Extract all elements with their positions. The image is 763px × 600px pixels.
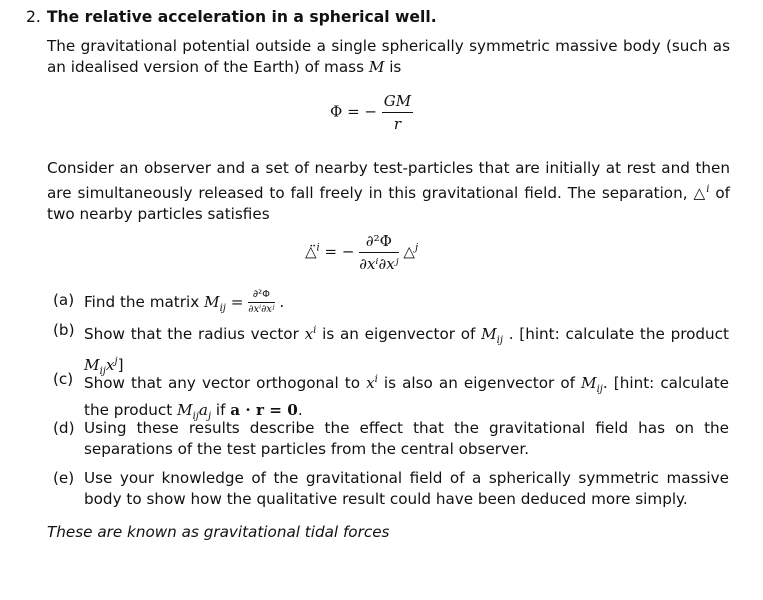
delta-superscript: i (706, 184, 710, 195)
separation-fraction (359, 232, 398, 273)
mass-symbol: M (368, 58, 385, 76)
potential-lhs: Φ (330, 102, 343, 121)
part-a-matrix: M (204, 293, 220, 311)
part-e-label: (e) (53, 469, 75, 487)
part-b-product-M: M (84, 356, 100, 375)
problem-number: 2. (26, 8, 41, 26)
potential-numerator: GM (382, 92, 413, 113)
part-c-if: if (211, 401, 231, 420)
part-a-tail: . (274, 293, 285, 311)
part-b-product-x: x (105, 356, 115, 375)
part-b-product-sup: j (114, 356, 118, 368)
part-a-equals: = (225, 293, 249, 311)
potential-equals: = − (347, 102, 377, 121)
potential-denominator: r (393, 115, 402, 133)
part-c-hint: . [hint: calculate the product (84, 374, 730, 420)
consider-text-1: Consider an observer and a set of nearby test-particles that are initially at rest and then are simultaneously released to fall freely in this gravitational field. The separation, (47, 159, 730, 203)
part-c-close: . (297, 401, 303, 420)
separation-denominator: ∂xⁱ∂xʲ (359, 255, 399, 273)
consider-paragraph (47, 158, 730, 225)
part-e-text: Use your knowledge of the gravitational field of a spherically symmetric massive body to show how the qualitative result could have been deduced more simply. (84, 469, 729, 508)
part-b-close: ] (117, 356, 124, 375)
separation-rhs: △ (403, 242, 415, 261)
part-c-matrix-sub: ij (596, 384, 603, 396)
part-a-frac-num: ∂²Φ (248, 290, 274, 303)
part-b-hint: . [hint: calculate the product (502, 325, 729, 344)
intro-text-2: is (384, 58, 402, 76)
part-c-x: x (366, 374, 375, 393)
part-c-x-sup: i (374, 374, 378, 385)
intro-text-1: The gravitational potential outside a single spherically symmetric massive body (such as an idealised version of the Earth) of mass (47, 37, 730, 76)
problem-heading (26, 8, 437, 26)
potential-fraction (382, 92, 413, 133)
part-a (53, 290, 729, 319)
separation-equation (305, 232, 418, 273)
part-c-product-sub: ij (192, 411, 199, 423)
separation-equals: = − (324, 242, 355, 261)
part-d-text: Using these results describe the effect that the gravitational field has on the separations of the test particles from the central observer. (84, 419, 729, 458)
part-c-matrix: M (581, 374, 597, 393)
part-d-label: (d) (53, 419, 75, 437)
problem-title: The relative acceleration in a spherical well. (46, 8, 437, 26)
consider-text-2: of two nearby particles satisfies (47, 184, 731, 224)
part-b-label: (b) (53, 321, 75, 339)
part-a-matrix-sub: ij (219, 303, 226, 315)
part-d (53, 418, 729, 460)
part-b-text-1: Show that the radius vector (84, 325, 305, 344)
part-a-label: (a) (53, 291, 75, 309)
part-c-product-a-sub: j (207, 411, 212, 423)
part-a-fraction (248, 290, 274, 315)
part-b-text-2: is an eigenvector of (316, 325, 482, 344)
part-c-product-M: M (177, 401, 193, 420)
part-b-matrix: M (481, 325, 497, 344)
part-c-product-a: a (198, 401, 208, 420)
separation-lhs-sup: i (316, 242, 320, 254)
part-a-body (84, 290, 729, 319)
part-c-text-2: is also an eigenvector of (377, 374, 582, 393)
part-b-x-sup: i (313, 325, 317, 336)
part-e (53, 468, 729, 510)
part-c-text-1: Show that any vector orthogonal to (84, 374, 367, 393)
separation-numerator: ∂²Φ (359, 232, 398, 253)
part-c-label: (c) (53, 370, 74, 388)
potential-equation (330, 92, 413, 133)
separation-lhs: △̈ (305, 242, 317, 261)
part-a-frac-den: ∂xⁱ∂xʲ (248, 304, 275, 315)
part-b-product-sub: ij (99, 366, 106, 378)
part-b-x: x (304, 325, 314, 344)
part-a-text: Find the matrix (84, 293, 205, 311)
delta-symbol: △ (693, 184, 707, 203)
part-c-condition: a · r = 0 (230, 401, 298, 420)
closing-remark: These are known as gravitational tidal forces (47, 523, 390, 541)
intro-paragraph (47, 36, 730, 78)
separation-rhs-sup: j (414, 242, 419, 254)
part-b-matrix-sub: ij (496, 335, 503, 347)
